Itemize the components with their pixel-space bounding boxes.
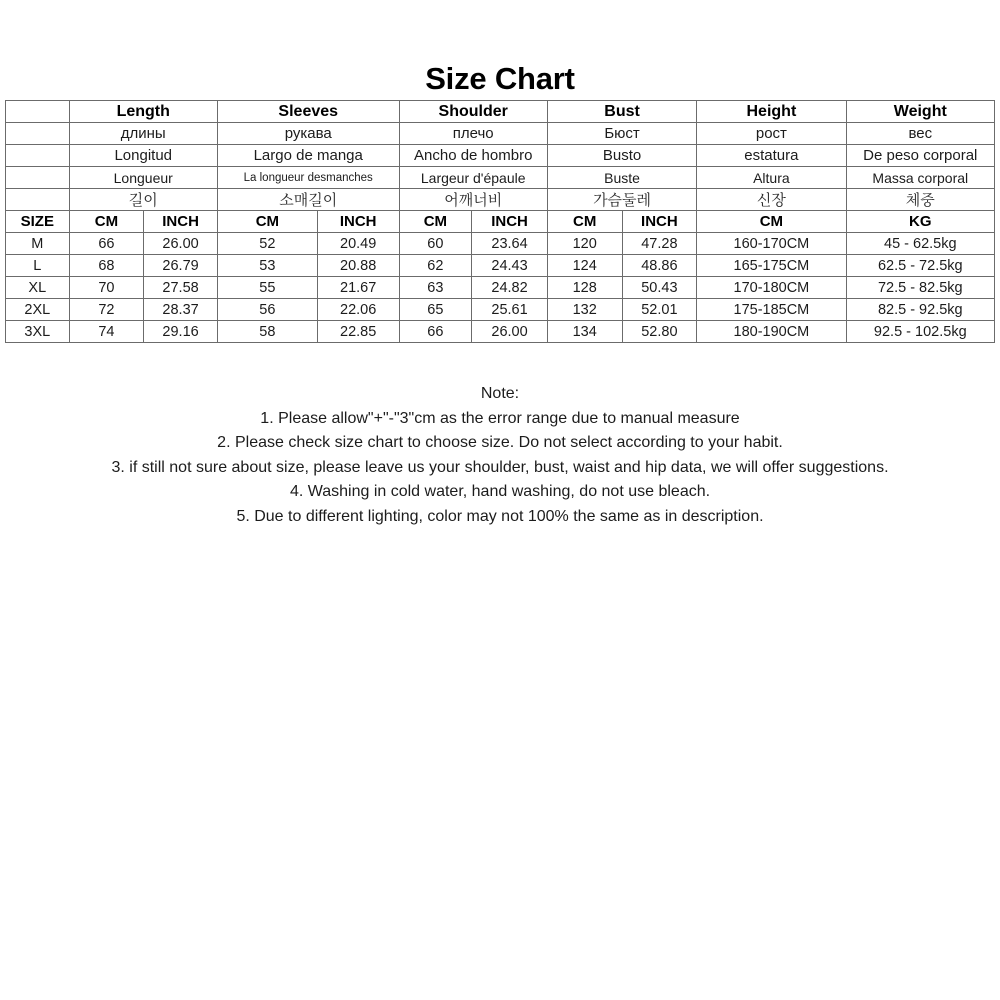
page-title: Size Chart	[425, 61, 575, 96]
language-cell-ru-0: длины	[69, 123, 217, 145]
unit-header-7: CM	[547, 211, 622, 233]
measurement-cell: 52.80	[622, 321, 697, 343]
measurement-cell: 58	[217, 321, 317, 343]
note-line-2: 2. Please check size chart to choose size. Do not select according to your habit.	[217, 434, 783, 451]
measurement-cell: 72.5 - 82.5kg	[846, 277, 994, 299]
note-line-4: 4. Washing in cold water, hand washing, do not use bleach.	[289, 483, 711, 500]
unit-header-2: INCH	[144, 211, 218, 233]
measurement-cell: 92.5 - 102.5kg	[846, 321, 994, 343]
language-cell-ko-0: 길이	[69, 189, 217, 211]
measurement-cell: 120	[547, 233, 622, 255]
group-header-spacer	[6, 101, 70, 123]
unit-header-0: SIZE	[6, 211, 70, 233]
size-chart-body	[6, 101, 995, 343]
size-label-cell: XL	[6, 277, 70, 299]
measurement-cell: 26.00	[144, 233, 218, 255]
language-cell-es-2: Ancho de hombro	[399, 145, 547, 167]
language-row-spacer-es	[6, 145, 70, 167]
size-chart-table	[5, 100, 995, 343]
unit-header-1: CM	[69, 211, 144, 233]
measurement-cell: 56	[217, 299, 317, 321]
table-row	[6, 321, 995, 343]
measurement-cell: 47.28	[622, 233, 697, 255]
group-header-weight: Weight	[846, 101, 994, 123]
language-cell-es-4: estatura	[697, 145, 846, 167]
language-cell-ko-5: 체중	[846, 189, 994, 211]
measurement-cell: 55	[217, 277, 317, 299]
language-cell-fr-1: La longueur desmanches	[217, 167, 399, 189]
size-chart-table-container	[5, 100, 995, 343]
measurement-cell: 72	[69, 299, 144, 321]
measurement-cell: 82.5 - 92.5kg	[846, 299, 994, 321]
language-cell-ko-1: 소매길이	[217, 189, 399, 211]
measurement-cell: 52	[217, 233, 317, 255]
unit-header-5: CM	[399, 211, 472, 233]
table-language-row-fr	[6, 167, 995, 189]
table-unit-header-row	[6, 211, 995, 233]
measurement-cell: 175-185CM	[697, 299, 846, 321]
measurement-cell: 63	[399, 277, 472, 299]
group-header-sleeves: Sleeves	[217, 101, 399, 123]
measurement-cell: 20.49	[317, 233, 399, 255]
language-cell-ru-4: рост	[697, 123, 846, 145]
measurement-cell: 66	[399, 321, 472, 343]
language-cell-es-0: Longitud	[69, 145, 217, 167]
measurement-cell: 62.5 - 72.5kg	[846, 255, 994, 277]
measurement-cell: 70	[69, 277, 144, 299]
group-header-shoulder: Shoulder	[399, 101, 547, 123]
language-cell-ko-2: 어깨너비	[399, 189, 547, 211]
language-cell-ko-3: 가슴둘레	[547, 189, 696, 211]
language-cell-es-3: Busto	[547, 145, 696, 167]
language-row-spacer-fr	[6, 167, 70, 189]
measurement-cell: 65	[399, 299, 472, 321]
table-row	[6, 255, 995, 277]
table-language-row-ru	[6, 123, 995, 145]
language-cell-ru-3: Бюст	[547, 123, 696, 145]
group-header-height: Height	[697, 101, 846, 123]
measurement-cell: 50.43	[622, 277, 697, 299]
table-group-header-row	[6, 101, 995, 123]
table-language-row-ko	[6, 189, 995, 211]
unit-header-10: KG	[846, 211, 994, 233]
measurement-cell: 27.58	[144, 277, 218, 299]
measurement-cell: 26.79	[144, 255, 218, 277]
language-cell-es-1: Largo de manga	[217, 145, 399, 167]
measurement-cell: 52.01	[622, 299, 697, 321]
table-language-row-es	[6, 145, 995, 167]
measurement-cell: 170-180CM	[697, 277, 846, 299]
unit-header-6: INCH	[472, 211, 548, 233]
measurement-cell: 66	[69, 233, 144, 255]
language-row-spacer-ru	[6, 123, 70, 145]
note-line-5: 5. Due to different lighting, color may not 100% the same as in description.	[236, 507, 764, 525]
language-cell-ru-1: рукава	[217, 123, 399, 145]
measurement-cell: 128	[547, 277, 622, 299]
unit-header-4: INCH	[317, 211, 399, 233]
measurement-cell: 22.85	[317, 321, 399, 343]
table-row	[6, 277, 995, 299]
measurement-cell: 24.82	[472, 277, 548, 299]
language-cell-fr-4: Altura	[697, 167, 846, 189]
measurement-cell: 160-170CM	[697, 233, 846, 255]
table-row	[6, 299, 995, 321]
measurement-cell: 134	[547, 321, 622, 343]
notes-heading: Note:	[480, 385, 520, 402]
measurement-cell: 23.64	[472, 233, 548, 255]
measurement-cell: 124	[547, 255, 622, 277]
size-label-cell: 3XL	[6, 321, 70, 343]
measurement-cell: 132	[547, 299, 622, 321]
note-line-3: 3. if still not sure about size, please leave us your shoulder, bust, waist and hip data, we will offer suggestions.	[111, 458, 889, 476]
unit-header-3: CM	[217, 211, 317, 233]
measurement-cell: 26.00	[472, 321, 548, 343]
measurement-cell: 22.06	[317, 299, 399, 321]
measurement-cell: 53	[217, 255, 317, 277]
language-cell-fr-3: Buste	[547, 167, 696, 189]
measurement-cell: 21.67	[317, 277, 399, 299]
measurement-cell: 29.16	[144, 321, 218, 343]
measurement-cell: 24.43	[472, 255, 548, 277]
language-cell-es-5: De peso corporal	[846, 145, 994, 167]
measurement-cell: 60	[399, 233, 472, 255]
group-header-length: Length	[69, 101, 217, 123]
size-label-cell: M	[6, 233, 70, 255]
measurement-cell: 25.61	[472, 299, 548, 321]
table-row	[6, 233, 995, 255]
language-cell-fr-5: Massa corporal	[846, 167, 994, 189]
size-label-cell: 2XL	[6, 299, 70, 321]
measurement-cell: 68	[69, 255, 144, 277]
measurement-cell: 20.88	[317, 255, 399, 277]
measurement-cell: 28.37	[144, 299, 218, 321]
language-cell-fr-0: Longueur	[69, 167, 217, 189]
measurement-cell: 180-190CM	[697, 321, 846, 343]
language-cell-ru-5: вес	[846, 123, 994, 145]
language-cell-ru-2: плечо	[399, 123, 547, 145]
notes-section	[0, 382, 1000, 529]
measurement-cell: 48.86	[622, 255, 697, 277]
size-label-cell: L	[6, 255, 70, 277]
measurement-cell: 165-175CM	[697, 255, 846, 277]
measurement-cell: 74	[69, 321, 144, 343]
group-header-bust: Bust	[547, 101, 696, 123]
language-cell-fr-2: Largeur d'épaule	[399, 167, 547, 189]
unit-header-8: INCH	[622, 211, 697, 233]
measurement-cell: 62	[399, 255, 472, 277]
note-line-1: 1. Please allow"+"-"3"cm as the error range due to manual measure	[260, 409, 740, 427]
measurement-cell: 45 - 62.5kg	[846, 233, 994, 255]
language-row-spacer-ko	[6, 189, 70, 211]
unit-header-9: CM	[697, 211, 846, 233]
language-cell-ko-4: 신장	[697, 189, 846, 211]
